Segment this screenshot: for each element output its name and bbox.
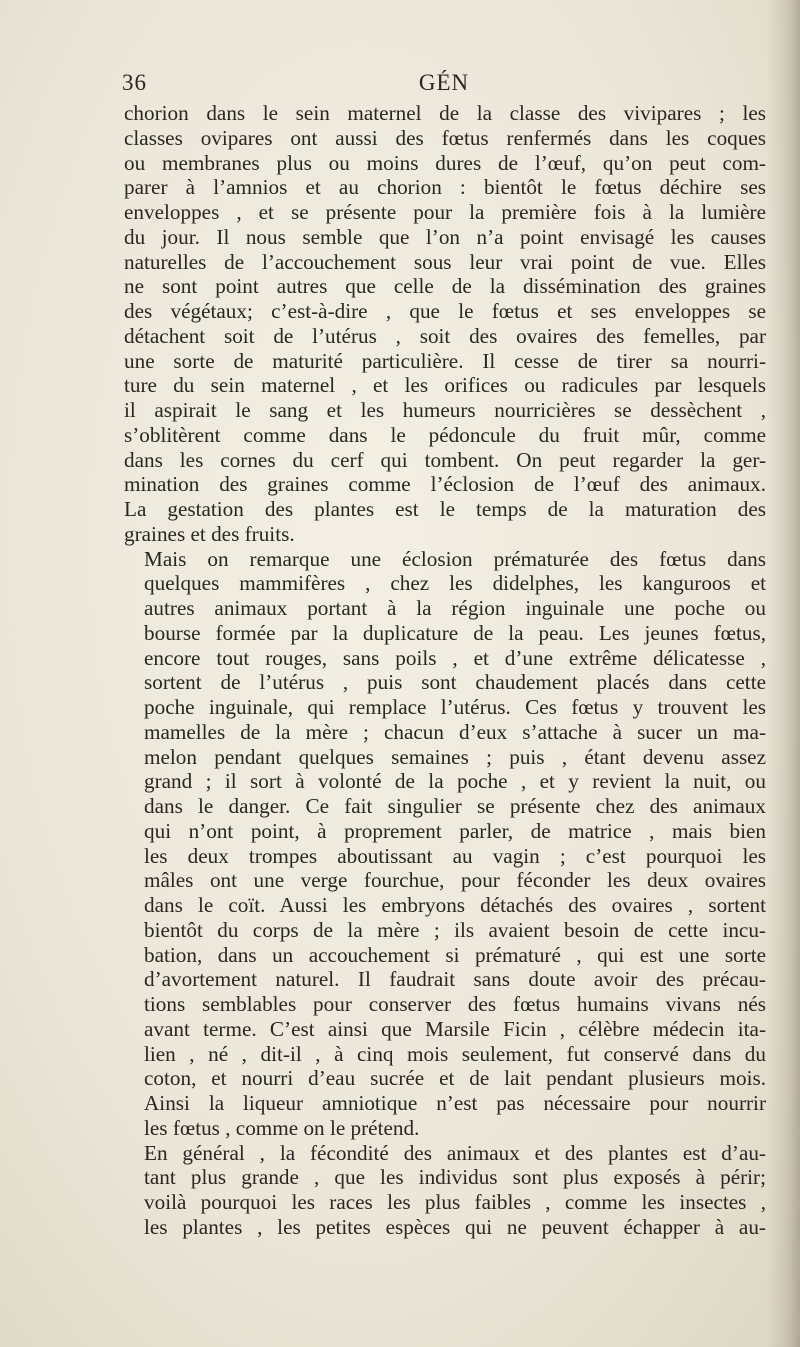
text-line: ture du sein maternel , et les orifices ou radicules par lesquels [124,373,766,398]
text-line: les plantes , les petites espèces qui ne peuvent échapper à au- [144,1214,766,1239]
text-line: encore tout rouges, sans poils , et d’une extrême délicatesse , [144,645,766,670]
text-line: parer à l’amnios et au chorion : bientôt le fœtus déchire ses [124,175,766,200]
text-line: chorion dans le sein maternel de la classe des vivipares ; les [124,101,766,125]
text-line: quelques mammifères , chez les didelphes, les kanguroos et [144,571,766,596]
text-line: La gestation des plantes est le temps de la maturation des [124,497,766,521]
text-line: les fœtus , comme on le prétend. [144,1115,420,1140]
text-line: les deux trompes aboutissant au vagin ; c’est pourquoi les [144,843,766,868]
text-line: coton, et nourri d’eau sucrée et de lait pendant plusieurs mois. [144,1066,766,1091]
text-line: ne sont point autres que celle de la dissémination des graines [124,274,766,299]
text-line: une sorte de maturité particulière. Il cesse de tirer sa nourri- [124,348,766,373]
text-line: bation, dans un accouchement si prématuré , qui est une sorte [144,942,766,967]
text-line: enveloppes , et se présente pour la première fois à la lumière [124,200,766,224]
text-line: mamelles de la mère ; chacun d’eux s’attache à sucer un ma- [144,719,766,744]
text-line: En général , la fécondité des animaux et des plantes est d’au- [144,1140,766,1165]
text-line: des végétaux; c’est-à-dire , que le fœtus et ses enveloppes se [124,299,766,323]
paragraph [124,1141,766,1240]
text-line: d’avortement naturel. Il faudrait sans doute avoir des précau- [144,967,766,992]
text-line: ou membranes plus ou moins dures de l’œuf, qu’on peut com- [124,150,766,175]
text-line: autres animaux portant à la région inguinale une poche ou [144,596,766,620]
page-number: 36 [122,70,147,95]
text-line: grand ; il sort à volonté de la poche , et y revient la nuit, ou [144,769,766,794]
text-line: mination des graines comme l’éclosion de l’œuf des animaux. [124,472,766,497]
text-line: lien , né , dit-il , à cinq mois seulement, fut conservé dans du [144,1041,766,1066]
text-line: détachent soit de l’utérus , soit des ovaires des femelles, par [124,323,766,348]
text-line: avant terme. C’est ainsi que Marsile Ficin , célèbre médecin ita- [144,1016,766,1041]
text-line: graines et des fruits. [124,521,295,546]
text-line: dans le coït. Aussi les embryons détachés des ovaires , sortent [144,893,766,917]
text-line: bientôt du corps de la mère ; ils avaient besoin de cette incu- [144,917,766,942]
text-line: naturelles de l’accouchement sous leur vrai point de vue. Elles [124,249,766,274]
paragraph [124,101,766,547]
text-line: dans le danger. Ce fait singulier se présente chez des animaux [144,794,766,818]
text-line: tant plus grande , que les individus sont plus exposés à périr; [144,1165,766,1190]
text-line: bourse formée par la duplicature de la peau. Les jeunes fœtus, [144,620,766,645]
page-header [122,70,766,100]
page-edge-shadow [766,0,800,1347]
text-line: Ainsi la liqueur amniotique n’est pas nécessaire pour nourrir [144,1091,766,1115]
text-line: poche inguinale, qui remplace l’utérus. Ces fœtus y trouvent les [144,695,766,719]
text-line: voilà pourquoi les races les plus faibles , comme les insectes , [144,1190,766,1214]
text-line: il aspirait le sang et les humeurs nourricières se dessèchent , [124,398,766,422]
text-line: s’oblitèrent comme dans le pédoncule du fruit mûr, comme [124,422,766,447]
text-line: mâles ont une verge fourchue, pour féconder les deux ovaires [144,868,766,893]
text-line: sortent de l’utérus , puis sont chaudement placés dans cette [144,670,766,695]
paragraph [124,547,766,1141]
text-line: du jour. Il nous semble que l’on n’a point envisagé les causes [124,224,766,249]
text-line: melon pendant quelques semaines ; puis , étant devenu assez [144,744,766,769]
body-text [124,101,766,1240]
text-line: qui n’ont point, à proprement parler, de matrice , mais bien [144,818,766,843]
text-line: Mais on remarque une éclosion prématurée des fœtus dans [144,546,766,571]
text-line: classes ovipares ont aussi des fœtus renfermés dans les coques [124,125,766,150]
running-head: GÉN [418,70,470,95]
text-line: tions semblables pour conserver des fœtus humains vivans nés [144,992,766,1016]
text-line: dans les cornes du cerf qui tombent. On peut regarder la ger- [124,447,766,472]
